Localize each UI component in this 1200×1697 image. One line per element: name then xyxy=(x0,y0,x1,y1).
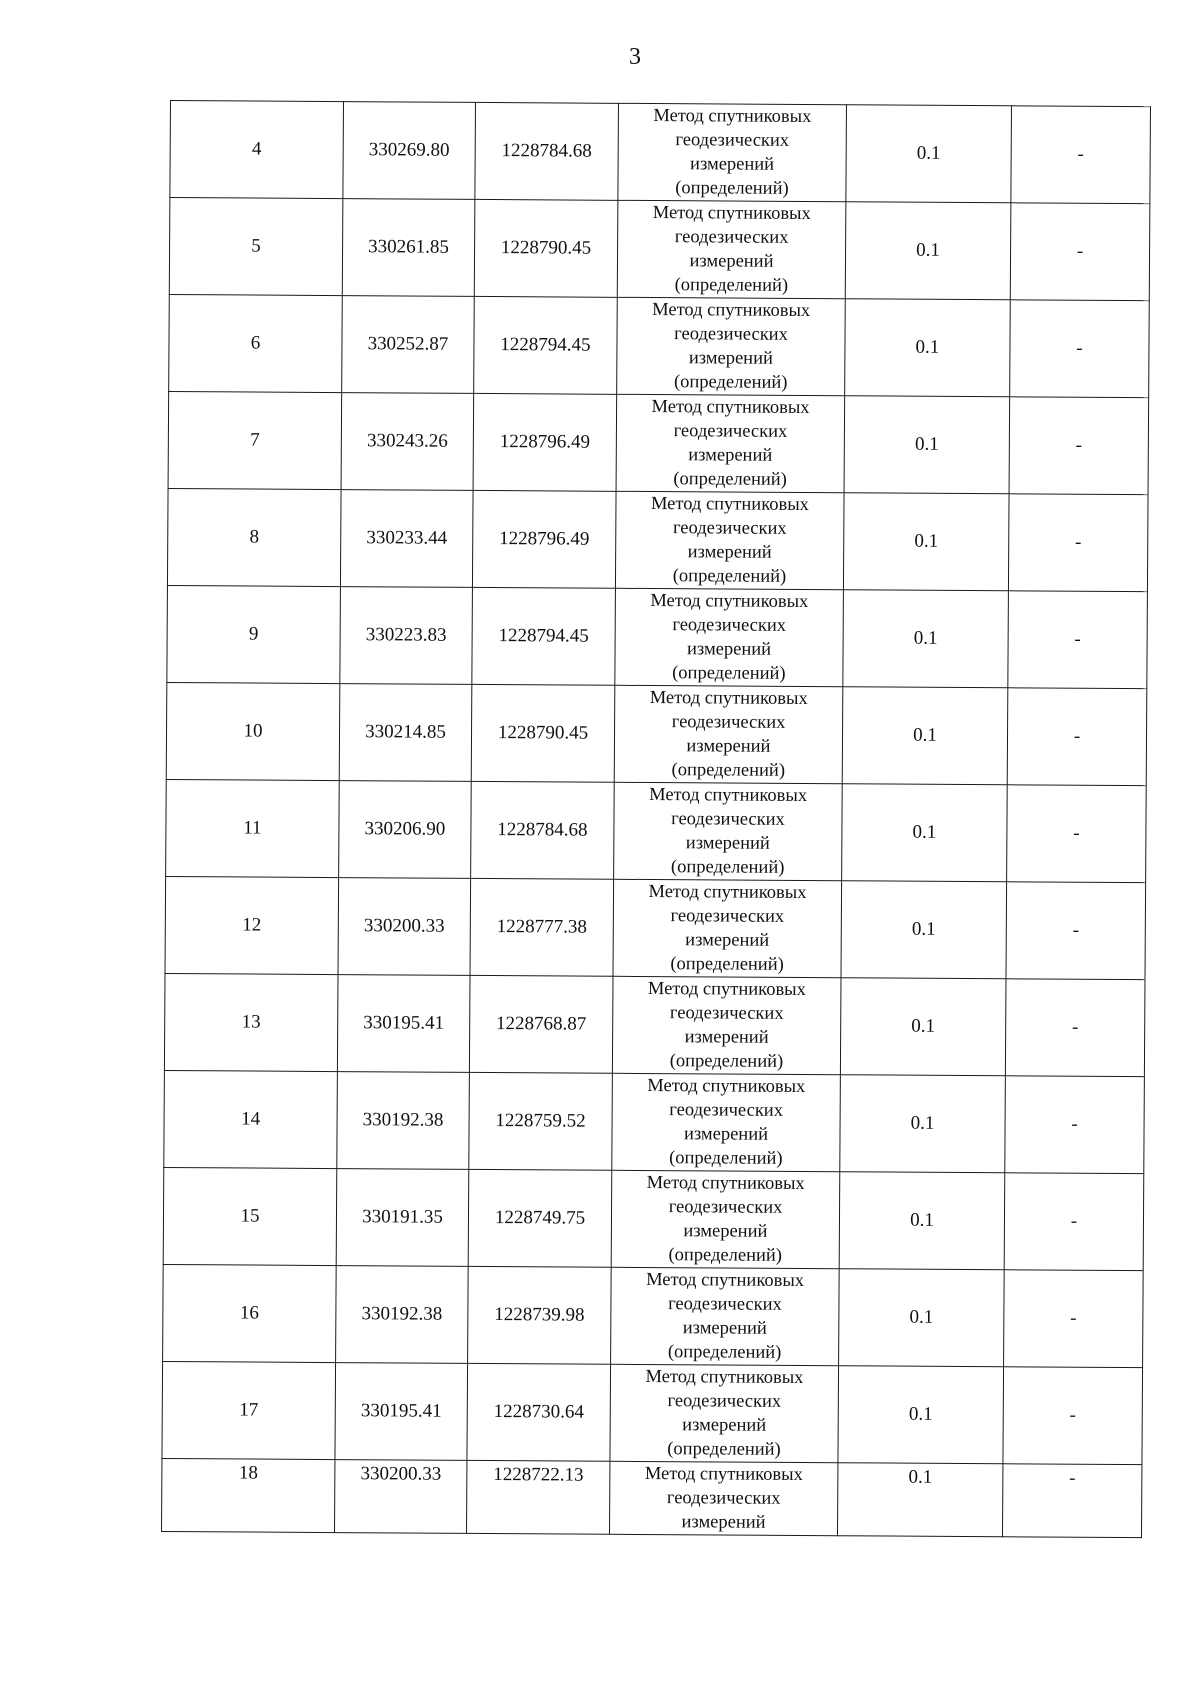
method-cell xyxy=(614,685,843,783)
x-coordinate-cell: 330200.33 xyxy=(335,1460,467,1534)
method-line: (определений) xyxy=(670,954,784,975)
method-line: (определений) xyxy=(672,566,787,587)
method-cell xyxy=(618,103,847,201)
method-cell xyxy=(615,491,844,589)
table-row xyxy=(167,585,1148,688)
table-row xyxy=(170,101,1151,204)
table-row xyxy=(167,488,1148,591)
method-line: измерений xyxy=(683,1221,768,1242)
accuracy-cell: 0.1 xyxy=(839,1269,1005,1367)
method-line: (определений) xyxy=(668,1245,783,1266)
method-line: геодезических xyxy=(669,1100,784,1121)
method-cell xyxy=(611,1170,840,1268)
method-line: измерений xyxy=(685,930,770,951)
note-cell: - xyxy=(1006,882,1146,980)
accuracy-cell: 0.1 xyxy=(843,493,1009,591)
table-row xyxy=(164,973,1145,1076)
table-row xyxy=(169,294,1150,397)
method-line: Метод спутниковых xyxy=(645,1367,804,1389)
method-line: геодезических xyxy=(666,1488,781,1509)
method-line: Метод спутниковых xyxy=(650,591,809,613)
method-line: Метод спутниковых xyxy=(648,882,807,904)
method-line: Метод спутниковых xyxy=(647,979,806,1001)
method-line: геодезических xyxy=(670,906,785,927)
method-line: (определений) xyxy=(674,275,789,296)
method-line: геодезических xyxy=(672,615,787,636)
method-line: геодезических xyxy=(671,809,785,830)
method-line: измерений xyxy=(684,1027,769,1048)
point-number-cell: 5 xyxy=(169,198,343,296)
method-line: измерений xyxy=(686,639,772,660)
x-coordinate-cell: 330243.26 xyxy=(341,393,474,491)
point-number-cell: 10 xyxy=(166,682,340,780)
point-number-cell: 16 xyxy=(163,1264,337,1362)
method-line: геодезических xyxy=(673,421,788,442)
method-line: (определений) xyxy=(673,372,788,393)
method-line: измерений xyxy=(682,1318,767,1339)
x-coordinate-cell: 330252.87 xyxy=(342,296,475,394)
method-line: Метод спутниковых xyxy=(646,1270,805,1292)
point-number-cell: 18 xyxy=(162,1458,335,1532)
method-cell xyxy=(610,1364,839,1462)
method-line: (определений) xyxy=(672,663,786,684)
y-coordinate-cell: 1228784.68 xyxy=(475,102,619,200)
method-line: Метод спутниковых xyxy=(652,300,811,322)
accuracy-cell: 0.1 xyxy=(839,1172,1005,1270)
method-line: геодезических xyxy=(674,324,788,345)
method-line: измерений xyxy=(682,1415,767,1436)
x-coordinate-cell: 330206.90 xyxy=(339,781,472,879)
method-line: измерений xyxy=(685,833,770,854)
y-coordinate-cell: 1228796.49 xyxy=(472,490,616,588)
method-line: измерений xyxy=(683,1124,769,1145)
accuracy-cell: 0.1 xyxy=(837,1463,1002,1537)
accuracy-cell: 0.1 xyxy=(843,590,1009,688)
coordinates-table xyxy=(161,100,1151,1538)
note-cell: - xyxy=(1004,1270,1144,1368)
method-line: измерений xyxy=(686,736,771,757)
method-line: Метод спутниковых xyxy=(651,397,810,419)
method-line: измерений xyxy=(689,251,774,272)
x-coordinate-cell: 330233.44 xyxy=(340,490,473,588)
note-cell: - xyxy=(1008,494,1148,592)
point-number-cell: 17 xyxy=(162,1361,336,1459)
method-line: измерений xyxy=(687,542,772,563)
note-cell: - xyxy=(1005,1076,1145,1174)
y-coordinate-cell: 1228794.45 xyxy=(472,587,616,685)
note-cell: - xyxy=(1009,397,1149,495)
x-coordinate-cell: 330192.38 xyxy=(337,1072,470,1170)
table-row xyxy=(165,876,1146,979)
table-row xyxy=(162,1361,1143,1464)
point-number-cell: 7 xyxy=(168,391,342,489)
accuracy-cell: 0.1 xyxy=(842,784,1008,882)
method-line: Метод спутниковых xyxy=(650,494,810,516)
x-coordinate-cell: 330195.41 xyxy=(335,1363,468,1461)
method-cell xyxy=(615,588,844,686)
method-line: Метод спутниковых xyxy=(644,1464,803,1486)
y-coordinate-cell: 1228749.75 xyxy=(468,1169,612,1267)
method-line: (определений) xyxy=(667,1342,782,1363)
note-cell: - xyxy=(1004,1173,1144,1271)
method-line: Метод спутниковых xyxy=(649,785,808,807)
y-coordinate-cell: 1228790.45 xyxy=(474,199,618,297)
method-line: (определений) xyxy=(671,760,786,781)
point-number-cell: 9 xyxy=(167,585,341,683)
y-coordinate-cell: 1228790.45 xyxy=(471,684,615,782)
method-cell xyxy=(612,976,841,1074)
point-number-cell: 12 xyxy=(165,876,339,974)
x-coordinate-cell: 330214.85 xyxy=(339,684,472,782)
method-line: измерений xyxy=(690,154,775,175)
table-row xyxy=(162,1458,1142,1537)
accuracy-cell: 0.1 xyxy=(846,105,1012,203)
y-coordinate-cell: 1228794.45 xyxy=(474,296,618,394)
note-cell: - xyxy=(1011,106,1151,204)
accuracy-cell: 0.1 xyxy=(840,978,1006,1076)
method-line: геодезических xyxy=(671,712,786,733)
coordinates-table-body xyxy=(162,101,1151,1538)
table-row xyxy=(163,1167,1144,1270)
method-cell xyxy=(612,1073,841,1171)
accuracy-cell: 0.1 xyxy=(842,687,1008,785)
x-coordinate-cell: 330223.83 xyxy=(340,587,473,685)
method-cell xyxy=(616,394,845,492)
method-line: измерений xyxy=(688,348,773,369)
method-line: (определений) xyxy=(673,469,787,490)
table-row xyxy=(166,682,1147,785)
x-coordinate-cell: 330269.80 xyxy=(343,102,476,200)
method-line: (определений) xyxy=(667,1439,781,1460)
method-cell xyxy=(617,200,846,298)
accuracy-cell: 0.1 xyxy=(838,1366,1004,1464)
point-number-cell: 13 xyxy=(164,973,338,1071)
y-coordinate-cell: 1228730.64 xyxy=(467,1363,611,1461)
method-line: (определений) xyxy=(675,178,789,199)
method-cell xyxy=(609,1461,837,1535)
method-cell xyxy=(614,782,843,880)
method-line: Метод спутниковых xyxy=(652,203,811,225)
note-cell: - xyxy=(1007,785,1147,883)
method-line: Метод спутниковых xyxy=(653,106,812,128)
point-number-cell: 14 xyxy=(164,1070,338,1168)
method-cell xyxy=(613,879,842,977)
table-row xyxy=(168,391,1149,494)
note-cell: - xyxy=(1007,688,1147,786)
method-line: Метод спутниковых xyxy=(647,1076,806,1098)
accuracy-cell: 0.1 xyxy=(844,396,1010,494)
table-row xyxy=(169,198,1150,301)
x-coordinate-cell: 330195.41 xyxy=(337,975,470,1073)
x-coordinate-cell: 330261.85 xyxy=(342,199,475,297)
point-number-cell: 11 xyxy=(166,779,340,877)
method-line: геодезических xyxy=(667,1391,782,1412)
x-coordinate-cell: 330200.33 xyxy=(338,878,471,976)
point-number-cell: 15 xyxy=(163,1167,337,1265)
method-line: геодезических xyxy=(668,1197,783,1218)
table-row xyxy=(163,1264,1144,1367)
method-cell xyxy=(617,297,846,395)
method-line: геодезических xyxy=(675,130,790,151)
method-line: Метод спутниковых xyxy=(646,1173,805,1195)
point-number-cell: 6 xyxy=(169,294,343,392)
note-cell: - xyxy=(1010,203,1150,301)
method-line: (определений) xyxy=(669,1148,783,1169)
method-line: геодезических xyxy=(674,227,789,248)
coordinates-table-container xyxy=(161,100,1150,1566)
page-number: 3 xyxy=(629,44,641,70)
note-cell: - xyxy=(1008,591,1148,689)
y-coordinate-cell: 1228784.68 xyxy=(471,781,615,879)
point-number-cell: 4 xyxy=(170,101,344,199)
method-line: геодезических xyxy=(669,1003,784,1024)
y-coordinate-cell: 1228739.98 xyxy=(468,1266,612,1364)
method-line: геодезических xyxy=(672,518,787,539)
y-coordinate-cell: 1228722.13 xyxy=(466,1460,609,1534)
method-line: (определений) xyxy=(669,1051,784,1072)
note-cell: - xyxy=(1002,1464,1141,1538)
accuracy-cell: 0.1 xyxy=(840,1075,1006,1173)
x-coordinate-cell: 330191.35 xyxy=(336,1169,469,1267)
y-coordinate-cell: 1228777.38 xyxy=(470,878,614,976)
accuracy-cell: 0.1 xyxy=(841,881,1007,979)
method-cell xyxy=(611,1267,840,1365)
x-coordinate-cell: 330192.38 xyxy=(336,1266,469,1364)
method-line: геодезических xyxy=(668,1294,782,1315)
note-cell: - xyxy=(1010,300,1150,398)
method-line: измерений xyxy=(688,445,773,466)
table-row xyxy=(166,779,1147,882)
method-line: Метод спутниковых xyxy=(649,688,808,710)
point-number-cell: 8 xyxy=(167,488,341,586)
y-coordinate-cell: 1228768.87 xyxy=(469,975,613,1073)
note-cell: - xyxy=(1003,1367,1143,1465)
accuracy-cell: 0.1 xyxy=(845,299,1011,397)
method-line: (определений) xyxy=(670,857,785,878)
method-line: измерений xyxy=(681,1512,766,1533)
y-coordinate-cell: 1228796.49 xyxy=(473,393,617,491)
table-row xyxy=(164,1070,1145,1173)
y-coordinate-cell: 1228759.52 xyxy=(469,1072,613,1170)
accuracy-cell: 0.1 xyxy=(845,202,1011,300)
note-cell: - xyxy=(1005,979,1145,1077)
